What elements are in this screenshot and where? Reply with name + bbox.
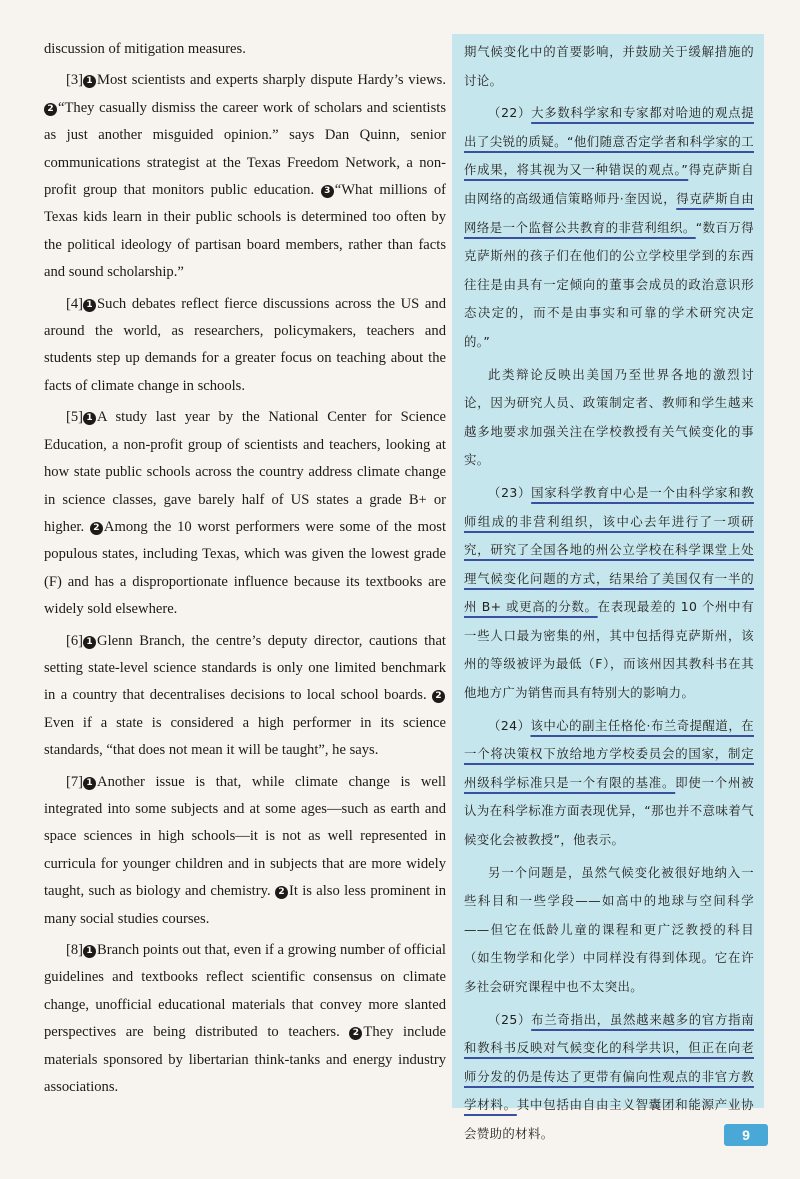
underlined-sentence: 布兰奇指出，虽然越来越多的官方指南和教科书反映对气候变化的科学共识，但正在向老师分发的仍是传达了更带有偏向性观点的非官方教学材料。 xyxy=(464,1011,754,1113)
translation-23: （23）国家科学教育中心是一个由科学家和教师组成的非营利组织，该中心去年进行了一项研究，研究了全国各地的州公立学校在科学课堂上处理气候变化问题的方式，结果给了美国仅有一半的州 B+ 或更高的分数。在表现最差的 10 个州中有一些人口最为密集的州，其中包括得克萨斯州，该州的等级被评为最低（F），而该州因其教科书在其他地方广为销售而具有特别大的影响力。 xyxy=(464,484,754,701)
paragraph-number: [3] xyxy=(66,72,84,89)
paragraph-number: [8] xyxy=(66,942,84,958)
sentence-marker-1: 1 xyxy=(83,636,96,649)
question-number-22: （22） xyxy=(488,105,532,121)
underlined-sentence: 国家科学教育中心是一个由科学家和教师组成的非营利组织，该中心去年进行了一项研究，研究了全国各地的州公立学校在科学课堂上处理气候变化问题的方式，结果给了美国仅有一半的州 B+ 或更高的分数。 xyxy=(464,484,754,615)
page-number-badge: 9 xyxy=(724,1124,768,1146)
translation-7: 另一个问题是，虽然气候变化被很好地纳入一些科目和一些学段——如高中的地球与空间科学——但它在低龄儿童的课程和更广泛教授的科目（如生物学和化学）中同样没有得到体现。它在许多社会研究课程中也不太突出。 xyxy=(464,864,754,994)
underlined-sentence: “他们随意否定学者和科学家的工作成果，将其视为又一种错误的观点。” xyxy=(464,133,755,178)
sentence-marker-1: 1 xyxy=(83,299,96,312)
sentence-marker-1: 1 xyxy=(83,945,96,958)
sentence-marker-3: 3 xyxy=(321,185,334,198)
question-number-25: （25） xyxy=(488,1011,532,1027)
paragraph-5: [5] 1 A study last year by the National Center for Science Education, a non-profit group of scientists and teachers, looking at how state public schools across the country address climate change in science classes, gave barely half of US states a grade B+ or higher. 2 Among the 10 worst performers were some of the most populous states, including Texas, which was given the lowest grade (F) and has a disproportionate influence because its textbooks are widely sold elsewhere. xyxy=(44,409,447,618)
translation-continuation: 期气候变化中的首要影响，并鼓励关于缓解措施的讨论。 xyxy=(464,44,754,88)
sentence-marker-2: 2 xyxy=(275,886,288,899)
translation-25: （25）布兰奇指出，虽然越来越多的官方指南和教科书反映对气候变化的科学共识，但正在向老师分发的仍是传达了更带有偏向性观点的非官方教学材料。其中包括由自由主义智囊团和能源产业协会赞助的材料。 xyxy=(464,1011,755,1141)
underlined-sentence: 得克萨斯自由网络是一个监督公共教育的非营利组织。 xyxy=(464,190,754,235)
underlined-sentence: 该中心的副主任格伦·布兰奇提醒道，在一个将决策权下放给地方学校委员会的国家，制定州级科学标准只是一个有限的基准。 xyxy=(464,717,755,790)
translation-4: 此类辩论反映出美国乃至世界各地的激烈讨论，因为研究人员、政策制定者、教师和学生越来越多地要求加强关注在学校教授有关气候变化的事实。 xyxy=(464,366,754,468)
paragraph-number: [6] xyxy=(66,632,84,649)
paragraph-6: [6] 1 Glenn Branch, the centre’s deputy director, cautions that setting state-level science standards is only one limited benchmark in a country that decentralises decisions to local school boards. 2Even if a state is considered a high performer in its science standards, “that does not mean it will be taught”, he says. xyxy=(44,632,446,759)
question-number-24: （24） xyxy=(488,717,531,733)
paragraph-number: [4] xyxy=(66,295,84,312)
paragraph-number: [5] xyxy=(66,409,84,426)
sentence-marker-1: 1 xyxy=(83,75,96,88)
sentence-marker-1: 1 xyxy=(83,412,96,425)
paragraph-8: [8] 1 Branch points out that, even if a growing number of official guidelines and textbooks reflect scientific consensus on climate change, unofficial educational materials that convey more slanted perspectives are being distributed to teachers. 2 They include materials sponsored by libertarian think-tanks and energy industry associations. xyxy=(44,942,446,1096)
question-number-23: （23） xyxy=(488,484,532,500)
sentence-marker-2: 2 xyxy=(432,690,445,703)
underlined-sentence: 大多数科学家和专家都对哈迪的观点提出了尖锐的质疑。 xyxy=(464,105,754,149)
paragraph-7: [7] 1 Another issue is that, while climate change is well integrated into some subjects and at some ages—such as earth and space sciences in high schools—it is not as well represented in curricula for younger children and in subjects that are more widely taught, such as biology and chemistry. 2 It is also less prominent in many social studies courses. xyxy=(44,773,446,927)
sentence-marker-1: 1 xyxy=(83,777,96,790)
sentence-marker-2: 2 xyxy=(349,1027,362,1040)
translation-panel xyxy=(452,34,764,1141)
translation-24: （24）该中心的副主任格伦·布兰奇提醒道，在一个将决策权下放给地方学校委员会的国家，制定州级科学标准只是一个有限的基准。即使一个州被认为在科学标准方面表现优异，“那也并不意味着气候变化会被教授”，他表示。 xyxy=(464,717,755,848)
paragraph-continuation: discussion of mitigation measures. xyxy=(44,41,246,57)
paragraph-4: [4] 1 Such debates reflect fierce discussions across the US and around the world, as researchers, policymakers, teachers and students step up demands for a greater focus on teaching about the facts of climate change in schools. xyxy=(44,295,446,394)
paragraph-3: [3] 1 Most scientists and experts sharply dispute Hardy’s views. 2 “They casually dismiss the career work of scholars and scientists as just another misguided opinion.” says Dan Quinn, senior communications strategist at the Texas Freedom Network, a non-profit group that monitors public education. 3 “What millions of Texas kids learn in their public schools is determined too often by the political ideology of partisan board members, rather than facts and sound scholarship.” xyxy=(44,72,446,281)
sentence-marker-2: 2 xyxy=(90,522,103,535)
translation-22: （22）大多数科学家和专家都对哈迪的观点提出了尖锐的质疑。“他们随意否定学者和科学家的工作成果，将其视为又一种错误的观点。”得克萨斯自由网络的高级通信策略师丹·奎因说，得克萨斯自由网络是一个监督公共教育的非营利组织。“数百万得克萨斯州的孩子们在他们的公立学校里学到的东西往往是由具有一定倾向的董事会成员的政治意识形态决定的，而不是由事实和可靠的学术研究决定的。” xyxy=(464,105,755,349)
paragraph-number: [7] xyxy=(66,773,84,790)
english-column xyxy=(44,36,446,1105)
sentence-marker-2: 2 xyxy=(44,103,57,116)
